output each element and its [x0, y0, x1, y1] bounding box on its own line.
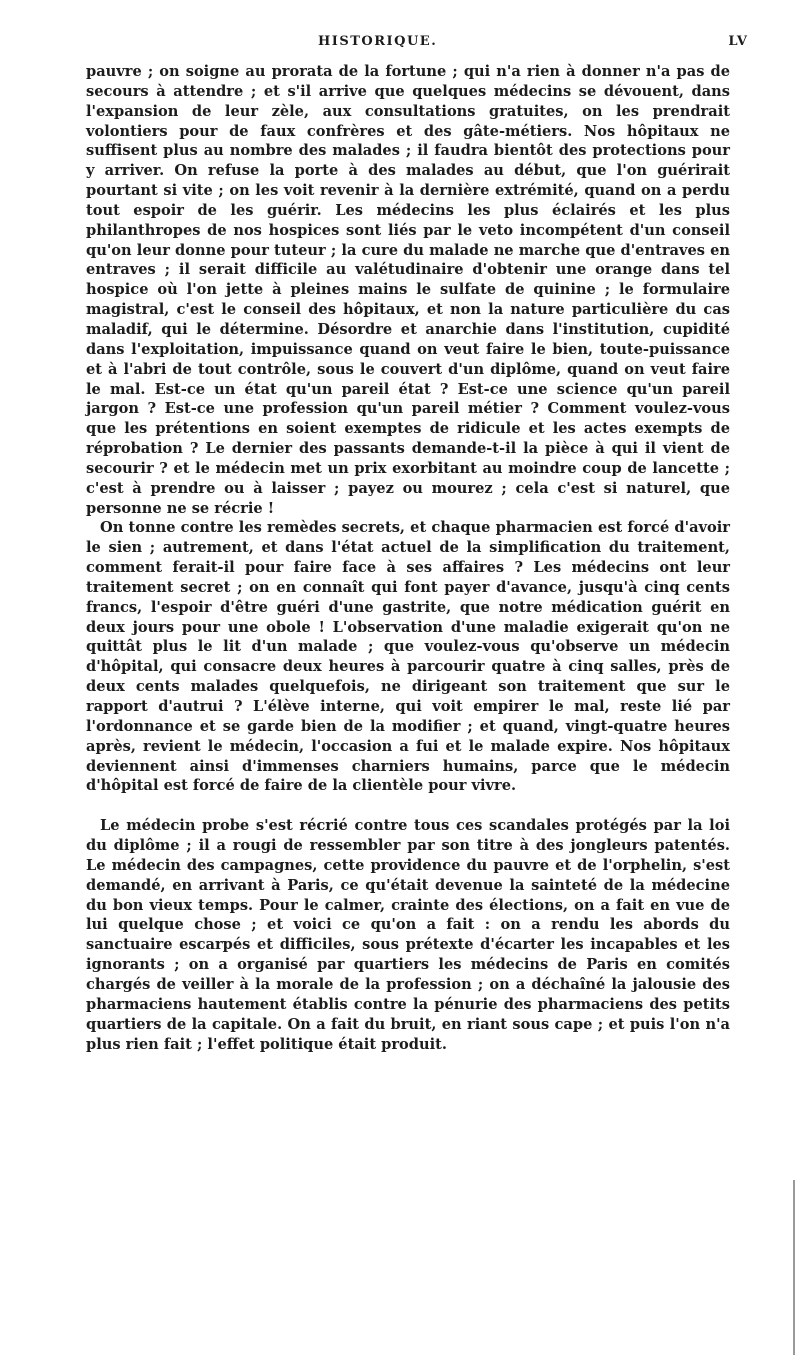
paragraph-2: On tonne contre les remèdes secrets, et chaque pharmacien est forcé d'avoir le sien ; autrement, et dans l'état actuel de la simplification du traitement, comment ferait-il pour faire face à ses affaires ? Les médecins ont leur traitement secret ; on en connaît qui font payer d'avance, jusqu'à cinq cents francs, l'espoir d'être guéri d'une gastrite, que notre médication guérit en deux jours pour une obole ! L'observation d'une maladie exigerait qu'on ne quittât plus le lit d'un malade ; que voulez-vous qu'observe un médecin d'hôpital, qui consacre deux heures à parcourir quatre à cinq salles, près de deux cents malades quelquefois, ne dirigeant son traitement que sur le rapport d'autrui ? L'élève interne, qui voit empirer le mal, reste lié par l'ordonnance et se garde bien de la modifier ; et quand, vingt-quatre heures après, revient le médecin, l'occasion a fui et le malade expire. Nos hôpitaux deviennent ainsi d'immenses charniers humains, parce que le médecin d'hôpital est forcé de faire de la clientèle pour vivre. [86, 519, 730, 795]
paragraph-1: pauvre ; on soigne au prorata de la fortune ; qui n'a rien à donner n'a pas de secours à attendre ; et s'il arrive que quelques médecins se dévouent, dans l'expansion de leur zèle, aux consultations gratuites, on les prendrait volontiers pour de faux confrères et des gâte-métiers. Nos hôpitaux ne suffisent plus au nombre des malades ; il faudra bientôt des protections pour y arriver. On refuse la porte à des malades au début, que l'on guérirait pourtant si vite ; on les voit revenir à la dernière extrémité, quand on a perdu tout espoir de les guérir. Les médecins les plus éclairés et les plus philanthropes de nos hospices sont liés par le veto incompétent d'un conseil qu'on leur donne pour tuteur ; la cure du malade ne marche que d'entraves en entraves ; il serait difficile au valétudinaire d'obtenir une orange dans tel hospice où l'on jette à pleines mains le sulfate de quinine ; le formulaire magistral, c'est le conseil des hôpitaux, et non la nature particulière du cas maladif, qui le détermine. Désordre et anarchie dans l'institution, cupidité dans l'exploitation, impuissance quand on veut faire le bien, toute-puissance et à l'abri de tout contrôle, sous le couvert d'un diplôme, quand on veut faire le mal. Est-ce un état qu'un pareil état ? Est-ce une science qu'un pareil jargon ? Est-ce une profession qu'un pareil métier ? Comment voulez-vous que les prétentions en soient exemptes de ridicule et les actes exempts de réprobation ? Le dernier des passants demande-t-il la pièce à qui il vient de secourir ? et le médecin met un prix exorbitant au moindre coup de lancette ; c'est à prendre ou à laisser ; payez ou mourez ; cela c'est si naturel, que personne ne se récrie ! [86, 63, 730, 517]
running-header [86, 0, 748, 52]
paragraph-3: Le médecin probe s'est récrié contre tous ces scandales protégés par la loi du diplôme ; il a rougi de ressembler par son titre à des jongleurs patentés. Le médecin des campagnes, cette providence du pauvre et de l'orphelin, s'est demandé, en arrivant à Paris, ce qu'était devenue la sainteté de la médecine du bon vieux temps. Pour le calmer, crainte des élections, on a fait en vue de lui quelque chose ; et voici ce qu'on a fait : on a rendu les abords du sanctuaire escarpés et difficiles, sous prétexte d'écarter les incapables et les ignorants ; on a organisé par quartiers les médecins de Paris en comités chargés de veiller à la morale de la profession ; on a déchaîné la jalousie des pharmaciens hautement établis contre la pénurie des pharmaciens des petits quartiers de la capitale. On a fait du bruit, en riant sous cape ; et puis l'on n'a plus rien fait ; l'effet politique était produit. [86, 817, 730, 1053]
body-text [86, 62, 730, 1054]
page-number: LV [728, 34, 748, 49]
book-page [86, 0, 748, 1054]
header-title: HISTORIQUE. [318, 34, 438, 49]
page-edge-line [793, 1180, 795, 1355]
